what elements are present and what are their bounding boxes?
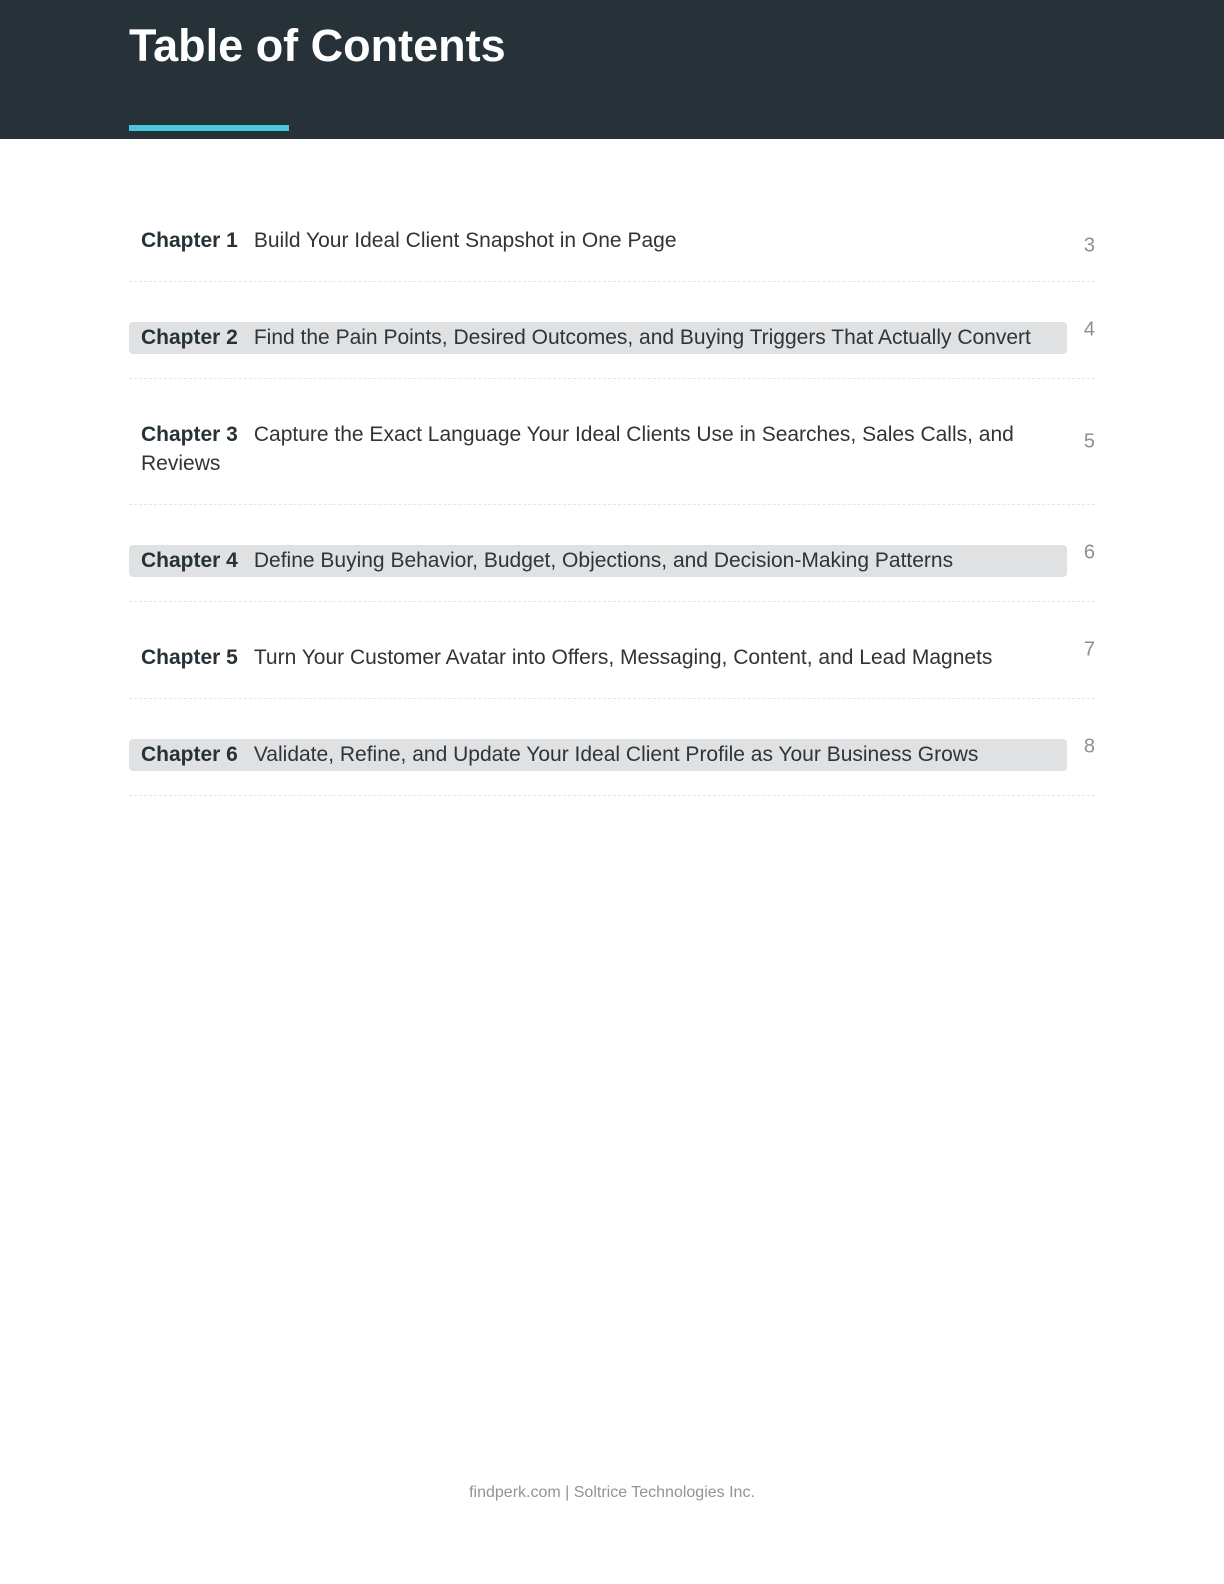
page-number: 8 <box>1083 735 1095 758</box>
chapter-title: Find the Pain Points, Desired Outcomes, and Buying Triggers That Actually Convert <box>253 326 1031 349</box>
chapter-title: Define Buying Behavior, Budget, Objections, and Decision-Making Patterns <box>253 549 954 572</box>
page-number: 6 <box>1083 541 1095 564</box>
page-number: 7 <box>1083 638 1095 661</box>
chapter-label: Chapter 3 <box>141 423 238 446</box>
toc-entry-chapter-2[interactable] <box>129 282 1095 379</box>
toc-entry-body <box>129 225 1067 257</box>
chapter-title: Turn Your Customer Avatar into Offers, Messaging, Content, and Lead Magnets <box>253 646 993 669</box>
toc-entry-chapter-4[interactable] <box>129 505 1095 602</box>
chapter-label: Chapter 2 <box>141 326 238 349</box>
toc-entry-body <box>129 545 1067 577</box>
header-banner <box>0 0 1224 139</box>
chapter-title: Capture the Exact Language Your Ideal Clients Use in Searches, Sales Calls, and Reviews <box>141 423 1014 475</box>
chapter-title: Validate, Refine, and Update Your Ideal Client Profile as Your Business Grows <box>253 743 979 766</box>
toc-entry-body <box>129 739 1067 771</box>
chapter-label: Chapter 5 <box>141 646 238 669</box>
page-number: 4 <box>1083 318 1095 341</box>
page-title: Table of Contents <box>129 20 506 71</box>
toc-entry-chapter-6[interactable] <box>129 699 1095 796</box>
chapter-label: Chapter 6 <box>141 743 238 766</box>
title-accent-bar <box>129 125 289 131</box>
toc-entry-body <box>129 642 1067 674</box>
toc-entry-chapter-1[interactable] <box>129 210 1095 282</box>
page-number: 3 <box>1083 234 1095 256</box>
page-number: 5 <box>1083 430 1095 452</box>
toc-entry-chapter-3[interactable] <box>129 379 1095 505</box>
toc-entry-body <box>129 322 1067 354</box>
toc-entry-chapter-5[interactable] <box>129 602 1095 699</box>
table-of-contents <box>129 210 1095 796</box>
chapter-label: Chapter 4 <box>141 549 238 572</box>
chapter-label: Chapter 1 <box>141 229 238 252</box>
toc-entry-body <box>129 419 1067 480</box>
page-footer: findperk.com | Soltrice Technologies Inc. <box>469 1484 755 1501</box>
chapter-title: Build Your Ideal Client Snapshot in One Page <box>253 229 677 252</box>
